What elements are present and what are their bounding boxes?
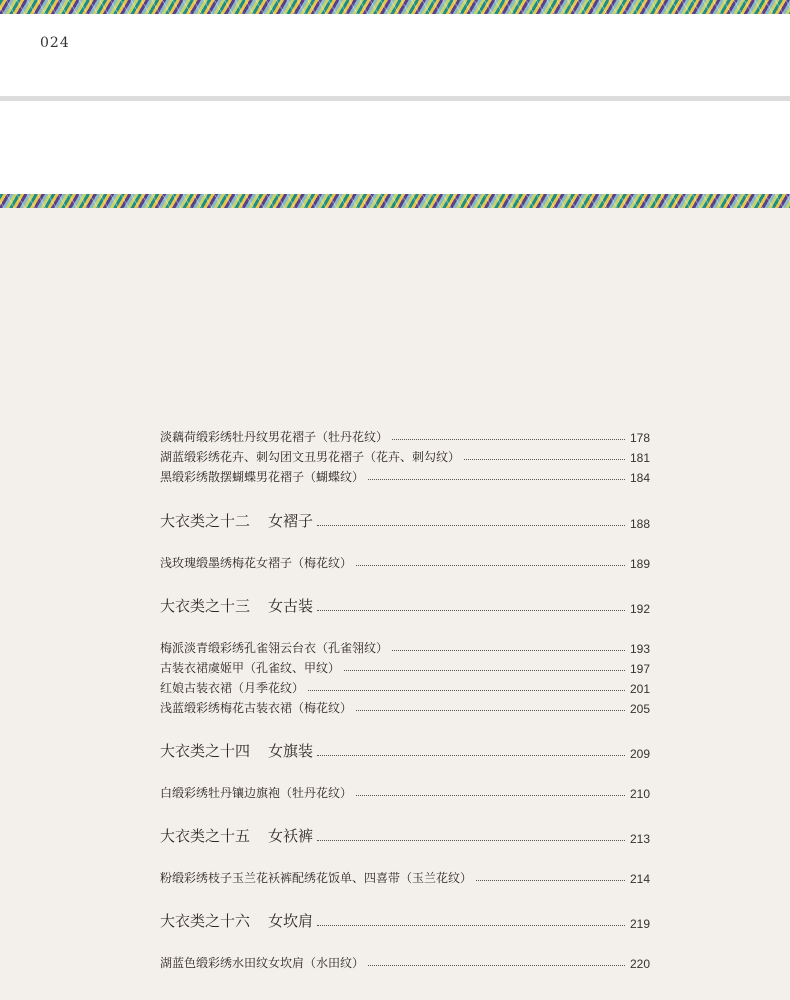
leader-dots [356, 794, 625, 796]
leader-dots [368, 478, 625, 480]
toc-entry-page: 205 [629, 702, 650, 716]
leader-dots [464, 458, 625, 460]
leader-dots [317, 524, 625, 526]
toc-section-label: 大衣类之十二 [160, 512, 251, 530]
toc-entry[interactable] [160, 428, 650, 445]
toc-section-label: 大衣类之十四 [160, 742, 251, 760]
toc-section-name: 女褶子 [268, 512, 314, 530]
toc-entry-title: 白缎彩绣牡丹镶边旗袍（牡丹花纹） [160, 786, 353, 800]
decorative-border-top [0, 0, 790, 14]
header-panel [0, 14, 790, 96]
toc-entry-page: 210 [629, 787, 650, 801]
toc-section-title [160, 740, 313, 761]
toc-section-label: 大衣类之十三 [160, 597, 251, 615]
leader-dots [368, 964, 625, 966]
leader-dots [344, 669, 625, 671]
toc-entry-title: 梅派淡青缎彩绣孔雀翎云台衣（孔雀翎纹） [160, 641, 389, 655]
toc-entry-title: 淡藕荷缎彩绣牡丹纹男花褶子（牡丹花纹） [160, 430, 389, 444]
toc-section-label: 大衣类之十六 [160, 912, 251, 930]
toc-section[interactable] [160, 740, 650, 761]
toc-section-page: 219 [629, 917, 650, 931]
toc-entry-title: 古装衣裙虞姬甲（孔雀纹、甲纹） [160, 661, 341, 675]
leader-dots [356, 564, 625, 566]
toc-entry[interactable] [160, 659, 650, 676]
page-number: 024 [40, 35, 70, 51]
toc-section[interactable] [160, 595, 650, 616]
toc-entry[interactable] [160, 954, 650, 971]
toc-entry-title: 湖蓝色缎彩绣水田纹女坎肩（水田纹） [160, 956, 365, 970]
toc-section-title [160, 825, 313, 846]
toc-entry[interactable] [160, 639, 650, 656]
toc-entry-title: 红娘古装衣裙（月季花纹） [160, 681, 305, 695]
toc-entry[interactable] [160, 869, 650, 886]
toc-entry-page: 178 [629, 431, 650, 445]
toc-section-name: 女古装 [268, 597, 314, 615]
toc-entry-page: 181 [629, 451, 650, 465]
toc-entry-title: 湖蓝缎彩绣花卉、刺勾团文丑男花褶子（花卉、刺勾纹） [160, 450, 461, 464]
toc-entry[interactable] [160, 679, 650, 696]
toc-entry-title: 浅蓝缎彩绣梅花古装衣裙（梅花纹） [160, 701, 353, 715]
decorative-border-middle [0, 194, 790, 208]
toc-entry-page: 214 [629, 872, 650, 886]
toc-section-page: 192 [629, 602, 650, 616]
toc-entry-title: 浅玫瑰缎墨绣梅花女褶子（梅花纹） [160, 556, 353, 570]
leader-dots [317, 609, 625, 611]
toc-entry-title: 粉缎彩绣枝子玉兰花袄裤配绣花饭单、四喜带（玉兰花纹） [160, 871, 473, 885]
toc-section-page: 209 [629, 747, 650, 761]
toc-entry[interactable] [160, 468, 650, 485]
toc-section-title [160, 910, 313, 931]
toc-section-page: 188 [629, 517, 650, 531]
leader-dots [317, 924, 625, 926]
leader-dots [308, 689, 625, 691]
toc-entry-page: 201 [629, 682, 650, 696]
toc-entry[interactable] [160, 554, 650, 571]
toc-section-title [160, 595, 313, 616]
header-panel-lower [0, 101, 790, 194]
leader-dots [476, 879, 625, 881]
toc-entry[interactable] [160, 784, 650, 801]
toc-section-name: 女旗装 [268, 742, 314, 760]
toc-entry-title: 黑缎彩绣散摆蝴蝶男花褶子（蝴蝶纹） [160, 470, 365, 484]
toc-entry-page: 184 [629, 471, 650, 485]
toc-section-title [160, 510, 313, 531]
toc-entry-page: 189 [629, 557, 650, 571]
toc-section[interactable] [160, 910, 650, 931]
toc-entry-page: 220 [629, 957, 650, 971]
toc-section[interactable] [160, 510, 650, 531]
toc-section[interactable] [160, 825, 650, 846]
leader-dots [317, 754, 625, 756]
leader-dots [392, 649, 625, 651]
toc-entry[interactable] [160, 448, 650, 465]
toc-entry-page: 197 [629, 662, 650, 676]
toc-entry[interactable] [160, 699, 650, 716]
toc-section-name: 女袄裤 [268, 827, 314, 845]
toc-section-page: 213 [629, 832, 650, 846]
toc-entry-page: 193 [629, 642, 650, 656]
toc-section-name: 女坎肩 [268, 912, 314, 930]
leader-dots [392, 438, 625, 440]
leader-dots [317, 839, 625, 841]
toc-section-label: 大衣类之十五 [160, 827, 251, 845]
leader-dots [356, 709, 625, 711]
